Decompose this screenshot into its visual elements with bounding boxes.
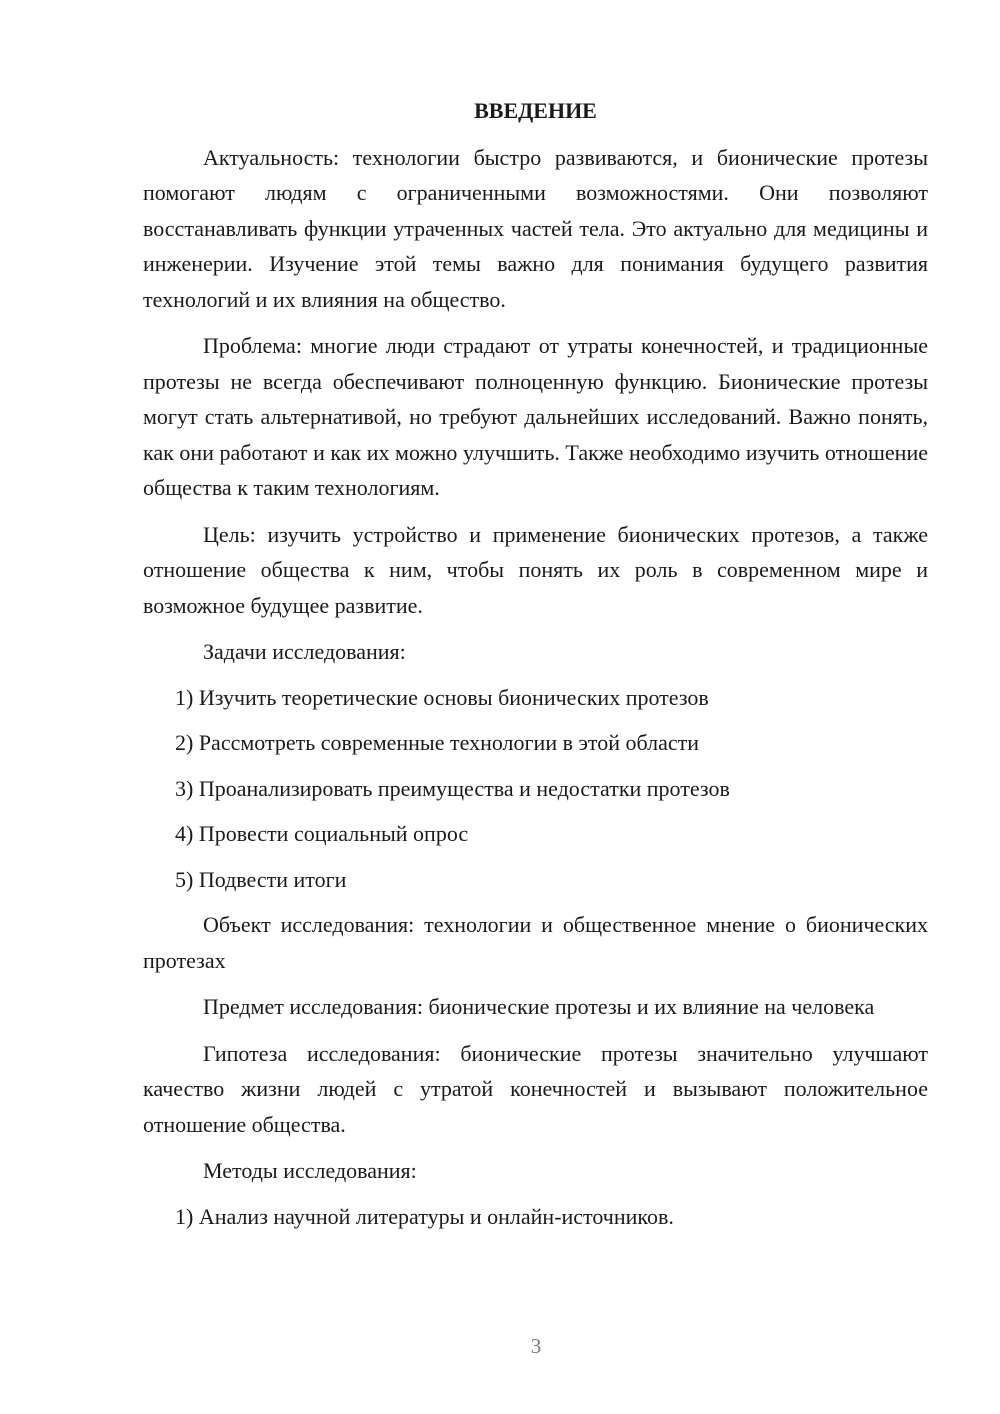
methods-list xyxy=(143,1199,928,1235)
list-item: 5) Подвести итоги xyxy=(175,866,347,892)
section-title: ВВЕДЕНИЕ xyxy=(474,98,597,123)
list-item: 1) Изучить теоретические основы бионических протезов xyxy=(175,684,709,710)
tasks-heading: Задачи исследования: xyxy=(203,639,406,664)
goal-paragraph: Цель: изучить устройство и применение бионических протезов, а также отношение общества к ним, чтобы понять их роль в современном мире и возможное будущее развитие. xyxy=(143,521,928,618)
page-content xyxy=(143,93,928,1244)
page-number: 3 xyxy=(530,1334,542,1358)
list-item: 2) Рассмотреть современные технологии в этой области xyxy=(175,730,700,755)
methods-heading: Методы исследования: xyxy=(203,1158,417,1183)
tasks-list xyxy=(143,680,928,898)
list-item: 1) Анализ научной литературы и онлайн-источников. xyxy=(175,1203,674,1229)
list-item: 3) Проанализировать преимущества и недостатки протезов xyxy=(175,775,730,801)
object-paragraph: Объект исследования: технологии и общественное мнение о бионических протезах xyxy=(143,912,928,973)
subject-paragraph: Предмет исследования: бионические протезы и их влияние на человека xyxy=(203,994,875,1019)
hypothesis-paragraph: Гипотеза исследования: бионические протезы значительно улучшают качество жизни людей с утратой конечностей и вызывают положительное отношение общества. xyxy=(143,1040,928,1137)
list-item: 4) Провести социальный опрос xyxy=(175,821,469,846)
actuality-paragraph: Актуальность: технологии быстро развиваются, и бионические протезы помогают людям с ограниченными возможностями. Они позволяют восстанавливать функции утраченных частей тела. Это актуально для медицины и инженерии. Изучение этой темы важно для понимания будущего развития технологий и их влияния на общество. xyxy=(143,144,928,312)
problem-paragraph: Проблема: многие люди страдают от утраты конечностей, и традиционные протезы не всегда обеспечивают полноценную функцию. Бионические протезы могут стать альтернативой, но требуют дальнейших исследований. Важно понять, как они работают и как их можно улучшить. Также необходимо изучить отношение общества к таким технологиям. xyxy=(143,333,928,500)
